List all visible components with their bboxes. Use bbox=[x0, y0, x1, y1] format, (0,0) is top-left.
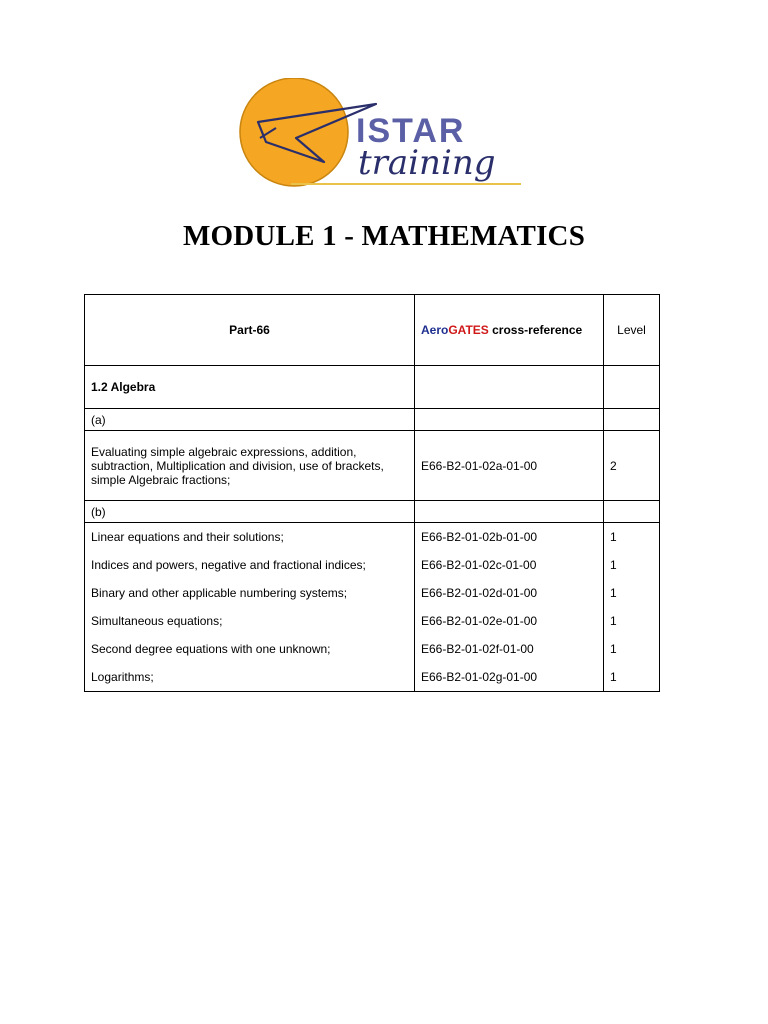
list-item-ref: E66-B2-01-02c-01-00 bbox=[421, 558, 537, 572]
list-item: Binary and other applicable numbering systems; bbox=[91, 586, 348, 600]
list-item: Indices and powers, negative and fractional indices; bbox=[91, 558, 366, 572]
topics-b-row bbox=[85, 523, 660, 692]
list-item: Linear equations and their solutions; bbox=[91, 530, 284, 544]
topics-b-text-cell bbox=[85, 523, 415, 692]
list-item-level: 1 bbox=[610, 586, 617, 600]
topic-text: Evaluating simple algebraic expressions, addition, subtraction, Multiplication and division, use of brackets, simple Algebraic fractions; bbox=[85, 431, 415, 501]
list-item: Second degree equations with one unknown; bbox=[91, 642, 331, 656]
subsection-a-level-cell bbox=[604, 409, 660, 431]
subsection-a-row bbox=[85, 409, 660, 431]
topics-b-ref-cell bbox=[415, 523, 604, 692]
topic-ref: E66-B2-01-02a-01-00 bbox=[415, 431, 604, 501]
topic-level: 2 bbox=[604, 431, 660, 501]
xref-header bbox=[415, 295, 604, 366]
xref-aero-text: Aero bbox=[421, 323, 449, 337]
section-level-cell bbox=[604, 366, 660, 409]
xref-rest-text: cross-reference bbox=[488, 323, 583, 337]
cross-reference-table bbox=[84, 294, 660, 692]
list-item-ref: E66-B2-01-02f-01-00 bbox=[421, 642, 534, 656]
subsection-b-level-cell bbox=[604, 501, 660, 523]
logo-sun-circle bbox=[240, 78, 348, 186]
list-item-ref: E66-B2-01-02d-01-00 bbox=[421, 586, 538, 600]
xref-gates-text: GATES bbox=[448, 323, 489, 337]
section-ref-cell bbox=[415, 366, 604, 409]
subsection-b-ref-cell bbox=[415, 501, 604, 523]
list-item-level: 1 bbox=[610, 614, 617, 628]
logo-graphic bbox=[236, 78, 536, 190]
topics-b-level-cell bbox=[604, 523, 660, 692]
page-title: MODULE 1 - MATHEMATICS bbox=[182, 220, 586, 252]
list-item-ref: E66-B2-01-02b-01-00 bbox=[421, 530, 538, 544]
subsection-a-label: (a) bbox=[85, 409, 415, 431]
list-item-level: 1 bbox=[610, 558, 617, 572]
logo-brand-bottom: training bbox=[358, 143, 496, 183]
list-item-level: 1 bbox=[610, 642, 617, 656]
subsection-b-row bbox=[85, 501, 660, 523]
section-row bbox=[85, 366, 660, 409]
logo-brand-top: ISTAR bbox=[356, 112, 466, 150]
section-title: 1.2 Algebra bbox=[85, 366, 415, 409]
list-item: Simultaneous equations; bbox=[91, 614, 223, 628]
list-item-ref: E66-B2-01-02g-01-00 bbox=[421, 670, 538, 684]
subsection-b-label: (b) bbox=[85, 501, 415, 523]
list-item-level: 1 bbox=[610, 670, 617, 684]
list-item-ref: E66-B2-01-02e-01-00 bbox=[421, 614, 538, 628]
part-header: Part-66 bbox=[85, 295, 415, 366]
subsection-a-ref-cell bbox=[415, 409, 604, 431]
istar-training-logo bbox=[236, 78, 536, 190]
list-item-level: 1 bbox=[610, 530, 617, 544]
list-item: Logarithms; bbox=[91, 670, 154, 684]
table-row bbox=[85, 431, 660, 501]
table-header-row bbox=[85, 295, 660, 366]
level-header: Level bbox=[604, 295, 660, 366]
